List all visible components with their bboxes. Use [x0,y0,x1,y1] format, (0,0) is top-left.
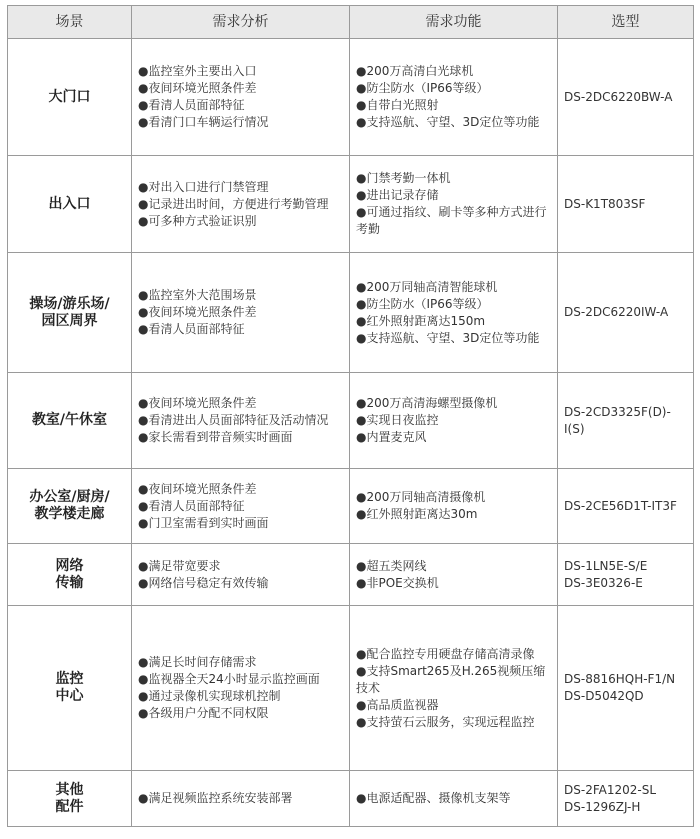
scene-cell [8,39,132,156]
list-item [356,330,551,347]
model-number: DS-K1T803SF [564,196,646,211]
scene-label: 配件 [55,798,84,815]
table-row [8,771,694,827]
list-item [138,705,343,722]
bullet-icon: ● [356,396,367,410]
scene-cell [8,771,132,827]
header-row [8,6,694,39]
list-item [138,688,343,705]
scene-cell [8,156,132,253]
bullet-icon: ● [356,296,367,311]
function-cell [350,469,558,544]
list-item [138,575,343,592]
function-item: 实现日夜监控 [366,413,439,427]
list-item [356,395,551,412]
model-number: DS-2DC6220BW-A [564,89,673,104]
list-item [356,80,551,97]
list-item [356,575,551,592]
header-scene: 场景 [8,6,132,39]
list-item [356,489,551,506]
function-item: 红外照射距离达150m [366,313,486,328]
analysis-item: 通过录像机实现球机控制 [148,689,281,703]
function-item: 支持巡航、守望、3D定位等功能 [366,330,540,345]
analysis-item: 家长需看到带音频实时画面 [148,430,293,444]
list-item [138,321,343,338]
model-number: DS-2DC6220IW-A [564,305,669,319]
bullet-icon: ● [138,430,149,444]
analysis-item: 满足带宽要求 [148,558,221,573]
bullet-icon: ● [138,791,149,805]
list-item [138,481,343,498]
analysis-item: 门卫室需看到实时画面 [148,515,269,530]
function-cell [350,771,558,827]
function-item: 超五类网线 [366,558,427,573]
bullet-icon: ● [138,575,149,590]
bullet-icon: ● [138,64,149,78]
list-item [138,790,343,807]
analysis-item: 监视器全天24小时显示监控画面 [148,672,320,686]
list-item [138,80,343,97]
scene-label: 大门口 [48,88,91,105]
table-row [8,544,694,606]
bullet-icon: ● [138,515,149,530]
bullet-icon: ● [138,558,149,573]
scene-cell [8,606,132,771]
list-item [356,204,551,238]
function-item: 防尘防水（IP66等级） [366,296,489,311]
scene-label: 操场/游乐场/ [29,295,110,312]
analysis-cell [132,544,350,606]
list-item [356,187,551,204]
model-cell [558,771,694,827]
analysis-item: 看清人员面部特征 [148,322,245,336]
bullet-icon: ● [356,791,367,805]
model-cell [558,253,694,373]
analysis-cell [132,253,350,373]
analysis-cell [132,469,350,544]
analysis-cell [132,156,350,253]
analysis-item: 看清门口车辆运行情况 [148,115,269,129]
bullet-icon: ● [356,313,367,328]
bullet-icon: ● [138,288,149,302]
bullet-icon: ● [356,646,367,661]
model-cell [558,39,694,156]
function-item: 门禁考勤一体机 [366,171,451,185]
function-item: 支持萤石云服务，实现远程监控 [366,714,535,729]
list-item [138,558,343,575]
bullet-icon: ● [138,672,149,686]
function-item: 200万同轴高清智能球机 [366,279,498,294]
function-item: 可通过指纹、刷卡等多种方式进行考勤 [356,205,547,236]
function-item: 配合监控专用硬盘存储高清录像 [366,646,535,661]
list-item [356,170,551,187]
scene-cell [8,544,132,606]
table-row [8,373,694,469]
list-item [138,671,343,688]
list-item [138,395,343,412]
analysis-item: 看清人员面部特征 [148,98,245,112]
model-cell [558,469,694,544]
bullet-icon: ● [138,689,149,703]
function-item: 200万同轴高清摄像机 [366,490,486,504]
list-item [138,304,343,321]
list-item [356,412,551,429]
function-item: 200万高清海螺型摄像机 [366,396,498,410]
list-item [356,790,551,807]
bullet-icon: ● [356,188,367,202]
list-item [356,313,551,330]
bullet-icon: ● [138,396,149,410]
bullet-icon: ● [356,575,367,590]
bullet-icon: ● [356,330,367,345]
function-item: 电源适配器、摄像机支架等 [366,791,511,805]
bullet-icon: ● [356,430,367,444]
scene-cell [8,373,132,469]
bullet-icon: ● [356,171,367,185]
list-item [138,654,343,671]
scene-cell [8,469,132,544]
analysis-cell [132,771,350,827]
list-item [356,558,551,575]
analysis-item: 可多种方式验证识别 [148,213,257,228]
list-item [138,213,343,230]
bullet-icon: ● [356,98,367,112]
bullet-icon: ● [356,205,367,219]
bullet-icon: ● [138,706,149,720]
function-item: 支持Smart265及H.265视频压缩技术 [356,663,546,695]
analysis-item: 看清人员面部特征 [148,498,245,513]
analysis-item: 满足长时间存储需求 [148,655,257,669]
function-item: 自带白光照射 [366,98,439,112]
bullet-icon: ● [356,663,367,678]
analysis-item: 满足视频监控系统安装部署 [148,791,293,805]
table-row [8,253,694,373]
function-cell [350,156,558,253]
list-item [138,412,343,429]
function-item: 高品质监视器 [366,697,439,712]
analysis-item: 夜间环境光照条件差 [148,81,257,95]
list-item [356,506,551,523]
list-item [138,196,343,213]
bullet-icon: ● [138,498,149,513]
function-item: 200万高清白光球机 [366,64,474,78]
model-number: DS-2CE56D1T-IT3F [564,498,677,513]
list-item [356,97,551,114]
analysis-item: 监控室外主要出入口 [148,64,257,78]
list-item [356,714,551,731]
analysis-item: 记录进出时间，方便进行考勤管理 [148,196,329,211]
analysis-item: 看清进出人员面部特征及活动情况 [148,413,329,427]
function-item: 内置麦克风 [366,430,427,444]
bullet-icon: ● [138,481,149,496]
list-item [356,114,551,131]
scene-label: 中心 [55,688,84,704]
bullet-icon: ● [138,196,149,211]
model-number: DS-D5042QD [564,689,644,703]
bullet-icon: ● [356,115,367,129]
list-item [138,179,343,196]
scene-label: 网络 [55,557,84,574]
analysis-item: 夜间环境光照条件差 [148,305,257,319]
list-item [356,646,551,663]
model-cell [558,156,694,253]
bullet-icon: ● [356,64,367,78]
model-cell [558,606,694,771]
bullet-icon: ● [356,558,367,573]
table-row [8,156,694,253]
bullet-icon: ● [138,322,149,336]
analysis-item: 网络信号稳定有效传输 [148,575,269,590]
function-cell [350,253,558,373]
model-number: DS-2FA1202-SL [564,782,657,797]
model-number: DS-2CD3325F(D)-I(S) [564,404,671,436]
model-cell [558,544,694,606]
bullet-icon: ● [138,655,149,669]
analysis-item: 对出入口进行门禁管理 [148,179,269,194]
bullet-icon: ● [138,115,149,129]
analysis-cell [132,606,350,771]
list-item [356,663,551,697]
scene-label: 其他 [55,781,84,798]
analysis-item: 各级用户分配不同权限 [148,706,269,720]
table-row [8,39,694,156]
model-number: DS-1296ZJ-H [564,799,641,814]
model-number: DS-1LN5E-S/E [564,558,648,573]
header-function: 需求功能 [350,6,558,39]
scene-label: 办公室/厨房/ [29,489,110,505]
function-cell [350,544,558,606]
list-item [138,97,343,114]
table-row [8,469,694,544]
scene-label: 教室/午休室 [31,412,108,428]
list-item [138,114,343,131]
table-row [8,606,694,771]
header-model: 选型 [558,6,694,39]
bullet-icon: ● [356,413,367,427]
bullet-icon: ● [356,697,367,712]
list-item [138,515,343,532]
list-item [138,429,343,446]
bullet-icon: ● [356,81,367,95]
bullet-icon: ● [138,413,149,427]
header-analysis: 需求分析 [132,6,350,39]
analysis-item: 夜间环境光照条件差 [148,396,257,410]
list-item [356,429,551,446]
scene-label: 出入口 [48,195,91,212]
function-item: 防尘防水（IP66等级） [366,81,489,95]
scene-label: 监控 [55,671,84,687]
bullet-icon: ● [356,490,367,504]
scene-label: 园区周界 [41,312,98,329]
scene-label: 传输 [55,574,84,591]
bullet-icon: ● [138,213,149,228]
list-item [356,697,551,714]
function-cell [350,39,558,156]
function-item: 红外照射距离达30m [366,507,478,521]
model-cell [558,373,694,469]
list-item [138,498,343,515]
function-cell [350,606,558,771]
list-item [356,279,551,296]
function-cell [350,373,558,469]
requirements-table [7,5,694,827]
bullet-icon: ● [138,98,149,112]
bullet-icon: ● [138,81,149,95]
model-number: DS-3E0326-E [564,575,643,590]
list-item [138,63,343,80]
analysis-cell [132,373,350,469]
bullet-icon: ● [356,507,367,521]
model-number: DS-8816HQH-F1/N [564,672,676,686]
bullet-icon: ● [138,179,149,194]
scene-cell [8,253,132,373]
scene-label: 教学楼走廊 [34,506,105,522]
function-item: 非POE交换机 [366,575,439,590]
list-item [356,63,551,80]
function-item: 进出记录存储 [366,188,439,202]
analysis-cell [132,39,350,156]
list-item [138,287,343,304]
analysis-item: 夜间环境光照条件差 [148,481,257,496]
bullet-icon: ● [356,279,367,294]
function-item: 支持巡航、守望、3D定位等功能 [366,115,540,129]
bullet-icon: ● [356,714,367,729]
bullet-icon: ● [138,305,149,319]
list-item [356,296,551,313]
analysis-item: 监控室外大范围场景 [148,288,257,302]
